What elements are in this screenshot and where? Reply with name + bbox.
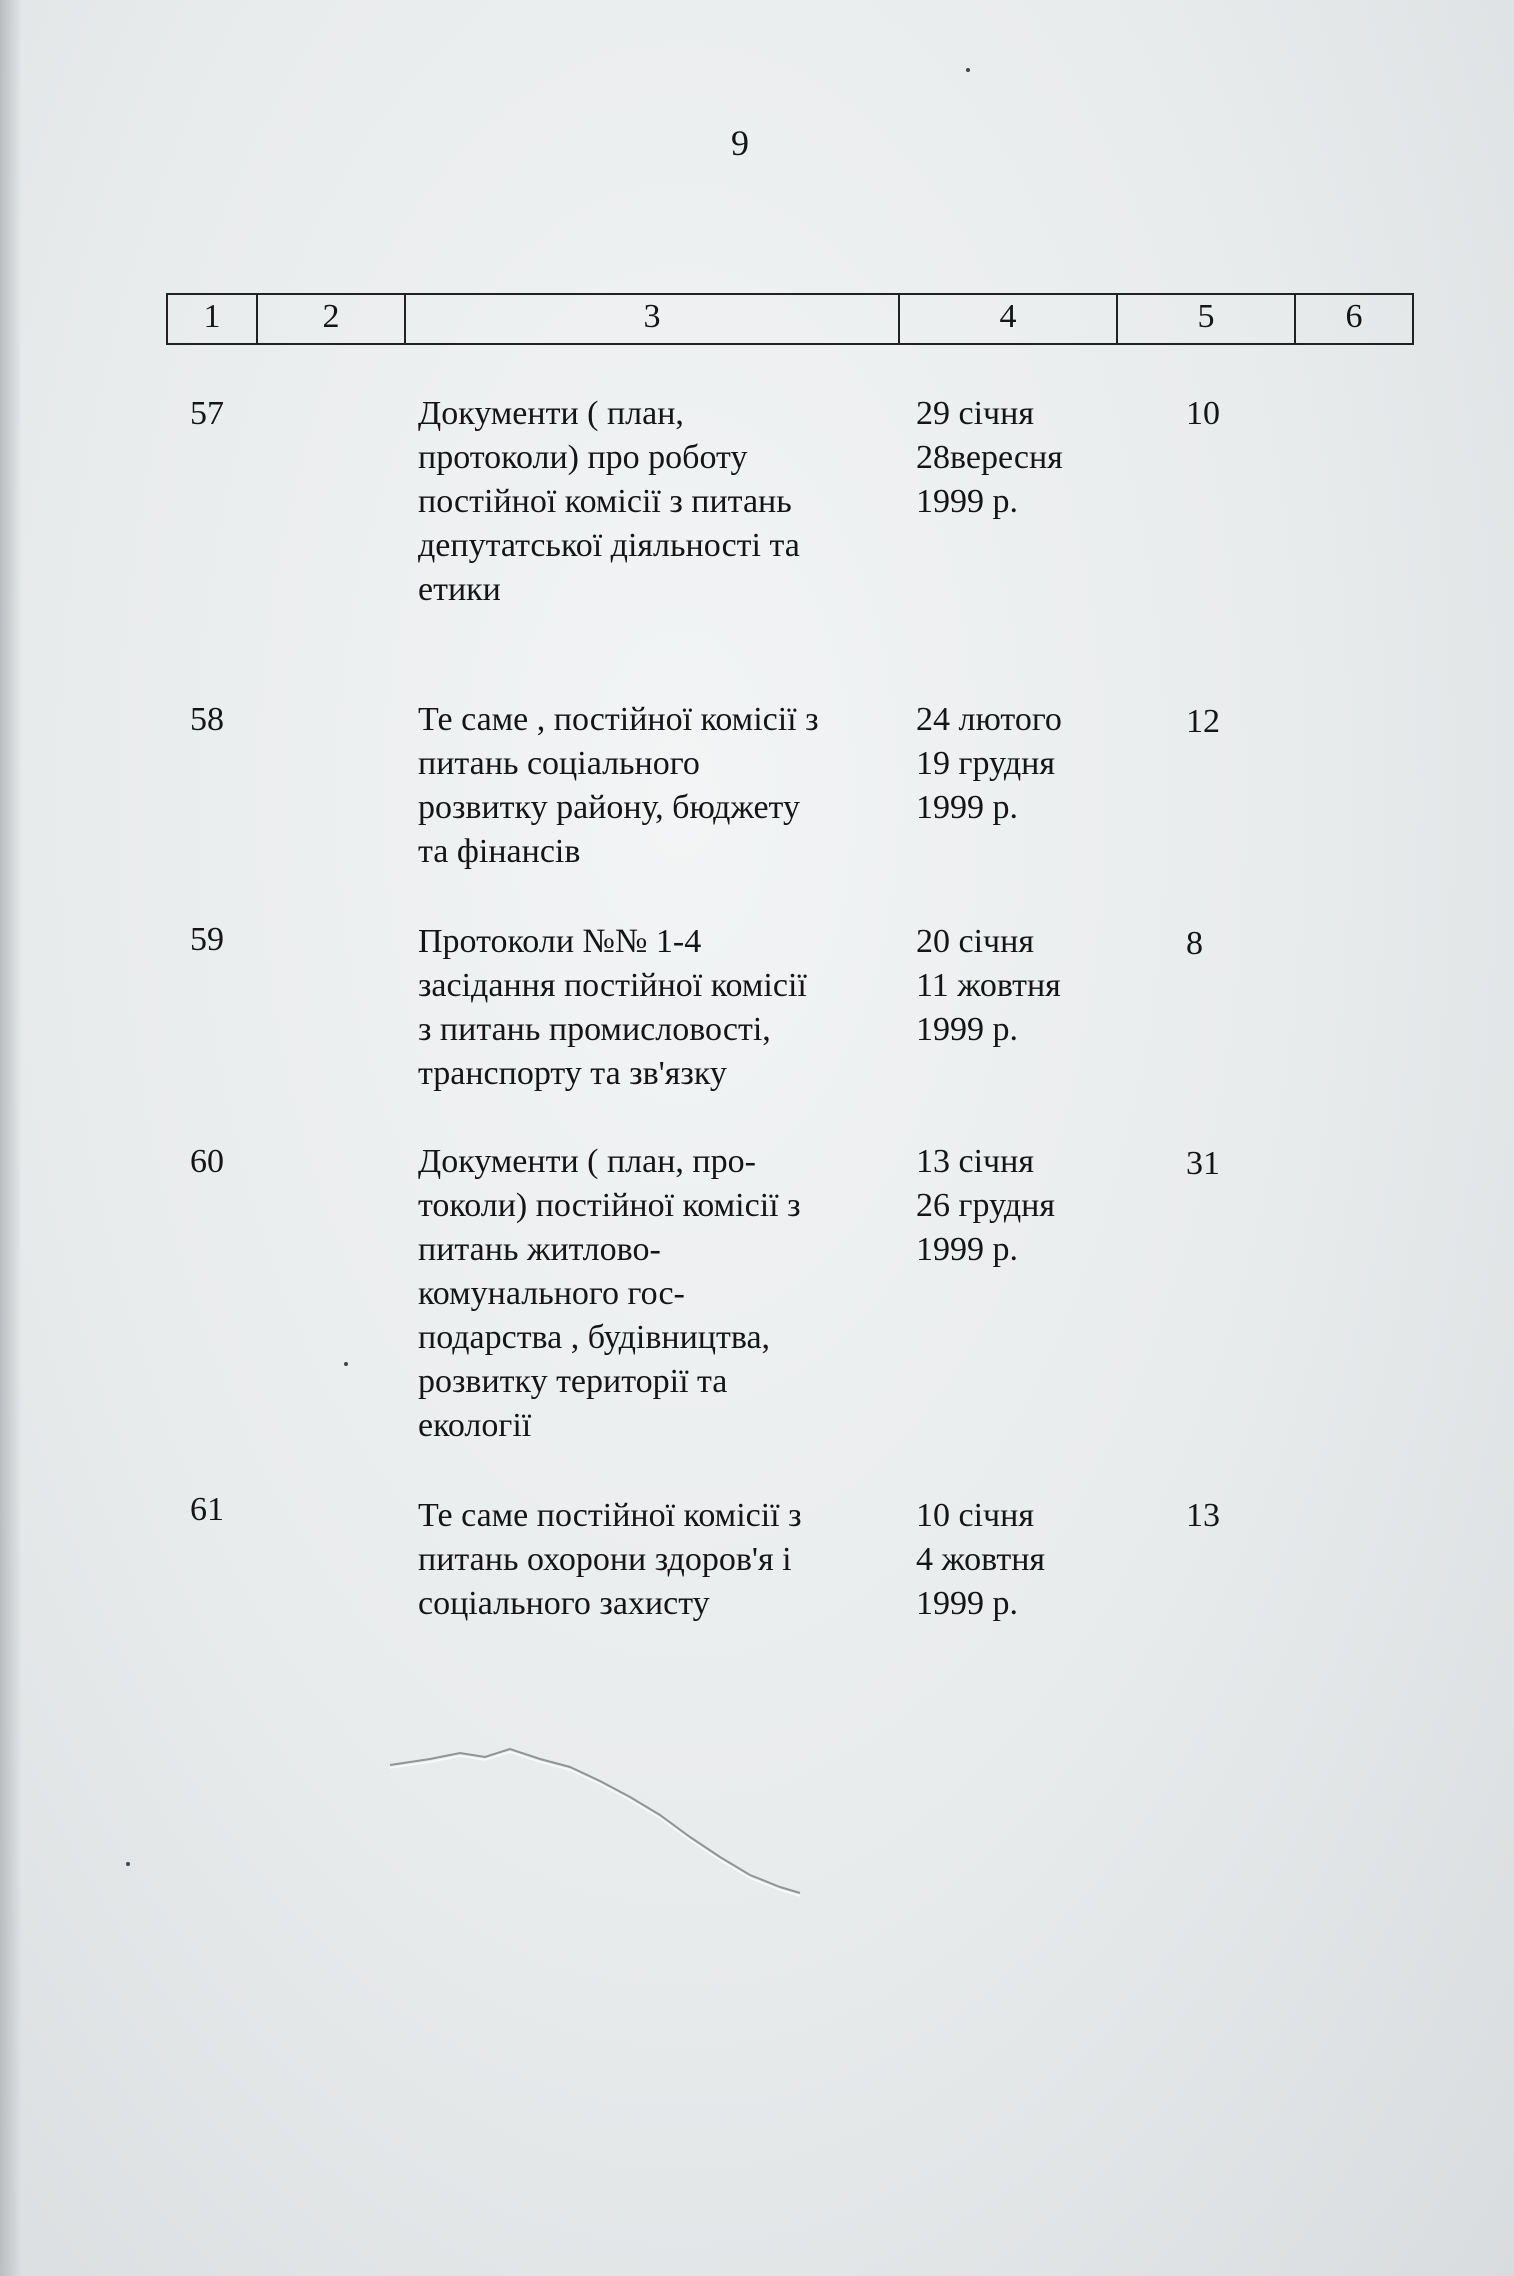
header-cell-5: 5 [1118, 295, 1296, 343]
entry-date-line: 26 грудня [916, 1187, 1055, 1224]
entry-date-line: 1999 р. [916, 483, 1018, 520]
entry-number: 61 [190, 1491, 224, 1528]
entry-date-line: 20 січня [916, 923, 1034, 960]
header-cell-6: 6 [1345, 298, 1363, 335]
entry-date-line: 10 січня [916, 1497, 1034, 1534]
entry-title-line: етики [418, 571, 501, 608]
table-header-row [166, 293, 1414, 345]
header-cell-4: 4 [900, 295, 1118, 343]
entry-title-line: питань житлово- [418, 1231, 661, 1268]
entry-title [418, 920, 888, 1096]
paper-speck [126, 1862, 130, 1866]
entry-date-line: 29 січня [916, 395, 1034, 432]
entry-title [418, 1494, 888, 1626]
entry-number: 58 [190, 701, 224, 738]
entry-title-line: розвитку району, бюджету [418, 789, 800, 826]
entry-date-line: 1999 р. [916, 1231, 1018, 1268]
entry-number: 60 [190, 1143, 224, 1180]
entry-title-line: Протоколи №№ 1-4 [418, 923, 702, 960]
paper-speck [344, 1362, 348, 1366]
entry-date-line: 1999 р. [916, 1011, 1018, 1048]
entry-title-line: соціального захисту [418, 1585, 710, 1622]
entry-title-line: токоли) постійної комісії з [418, 1187, 801, 1224]
entry-title [418, 1140, 888, 1448]
page-number: 9 [731, 123, 749, 163]
entry-title [418, 698, 888, 874]
header-cell-2: 2 [258, 295, 406, 343]
entry-title-line: питань соціального [418, 745, 700, 782]
entry-date-line: 13 січня [916, 1143, 1034, 1180]
entry-title-line: та фінансів [418, 833, 581, 870]
entry-title-line: з питань промисловості, [418, 1011, 771, 1048]
entry-date-line: 24 лютого [916, 701, 1062, 738]
entry-date-line: 28вересня [916, 439, 1063, 476]
entry-title [418, 392, 888, 612]
entry-dates [916, 1494, 1096, 1626]
entry-title-line: Документи ( план, про- [418, 1143, 756, 1180]
entry-title-line: Те саме постійної комісії з [418, 1497, 802, 1534]
page-edge-shadow [0, 0, 22, 2276]
entry-title-line: розвитку території та [418, 1363, 728, 1400]
entry-title-line: протоколи) про роботу [418, 439, 748, 476]
entry-sheet-count: 31 [1186, 1145, 1220, 1182]
entry-sheet-count: 10 [1186, 395, 1220, 432]
paper-speck [966, 68, 970, 72]
entry-number: 59 [190, 921, 224, 958]
entry-title-line: постійної комісії з питань [418, 483, 792, 520]
entry-title-line: засідання постійної комісії [418, 967, 807, 1004]
entry-date-line: 1999 р. [916, 1585, 1018, 1622]
entry-sheet-count: 12 [1186, 703, 1220, 740]
entry-dates [916, 1140, 1096, 1272]
entry-dates [916, 698, 1096, 830]
entry-title-line: питань охорони здоров'я і [418, 1541, 792, 1578]
entry-number: 57 [190, 395, 224, 432]
entry-sheet-count: 13 [1186, 1497, 1220, 1534]
entry-date-line: 11 жовтня [916, 967, 1061, 1004]
entry-title-line: Те саме , постійної комісії з [418, 701, 819, 738]
entry-title-line: комунального гос- [418, 1275, 685, 1312]
entry-dates [916, 392, 1096, 524]
paper-crease [390, 1745, 810, 1905]
entry-date-line: 19 грудня [916, 745, 1055, 782]
entry-title-line: екології [418, 1407, 532, 1444]
entry-date-line: 1999 р. [916, 789, 1018, 826]
header-cell-3: 3 [406, 295, 900, 343]
entry-title-line: транспорту та зв'язку [418, 1055, 727, 1092]
entry-dates [916, 920, 1096, 1052]
entry-date-line: 4 жовтня [916, 1541, 1046, 1578]
entry-title-line: Документи ( план, [418, 395, 684, 432]
entry-title-line: подарства , будівництва, [418, 1319, 771, 1356]
entry-sheet-count: 8 [1186, 925, 1203, 962]
entry-title-line: депутатської діяльності та [418, 527, 800, 564]
header-cell-1: 1 [168, 295, 258, 343]
